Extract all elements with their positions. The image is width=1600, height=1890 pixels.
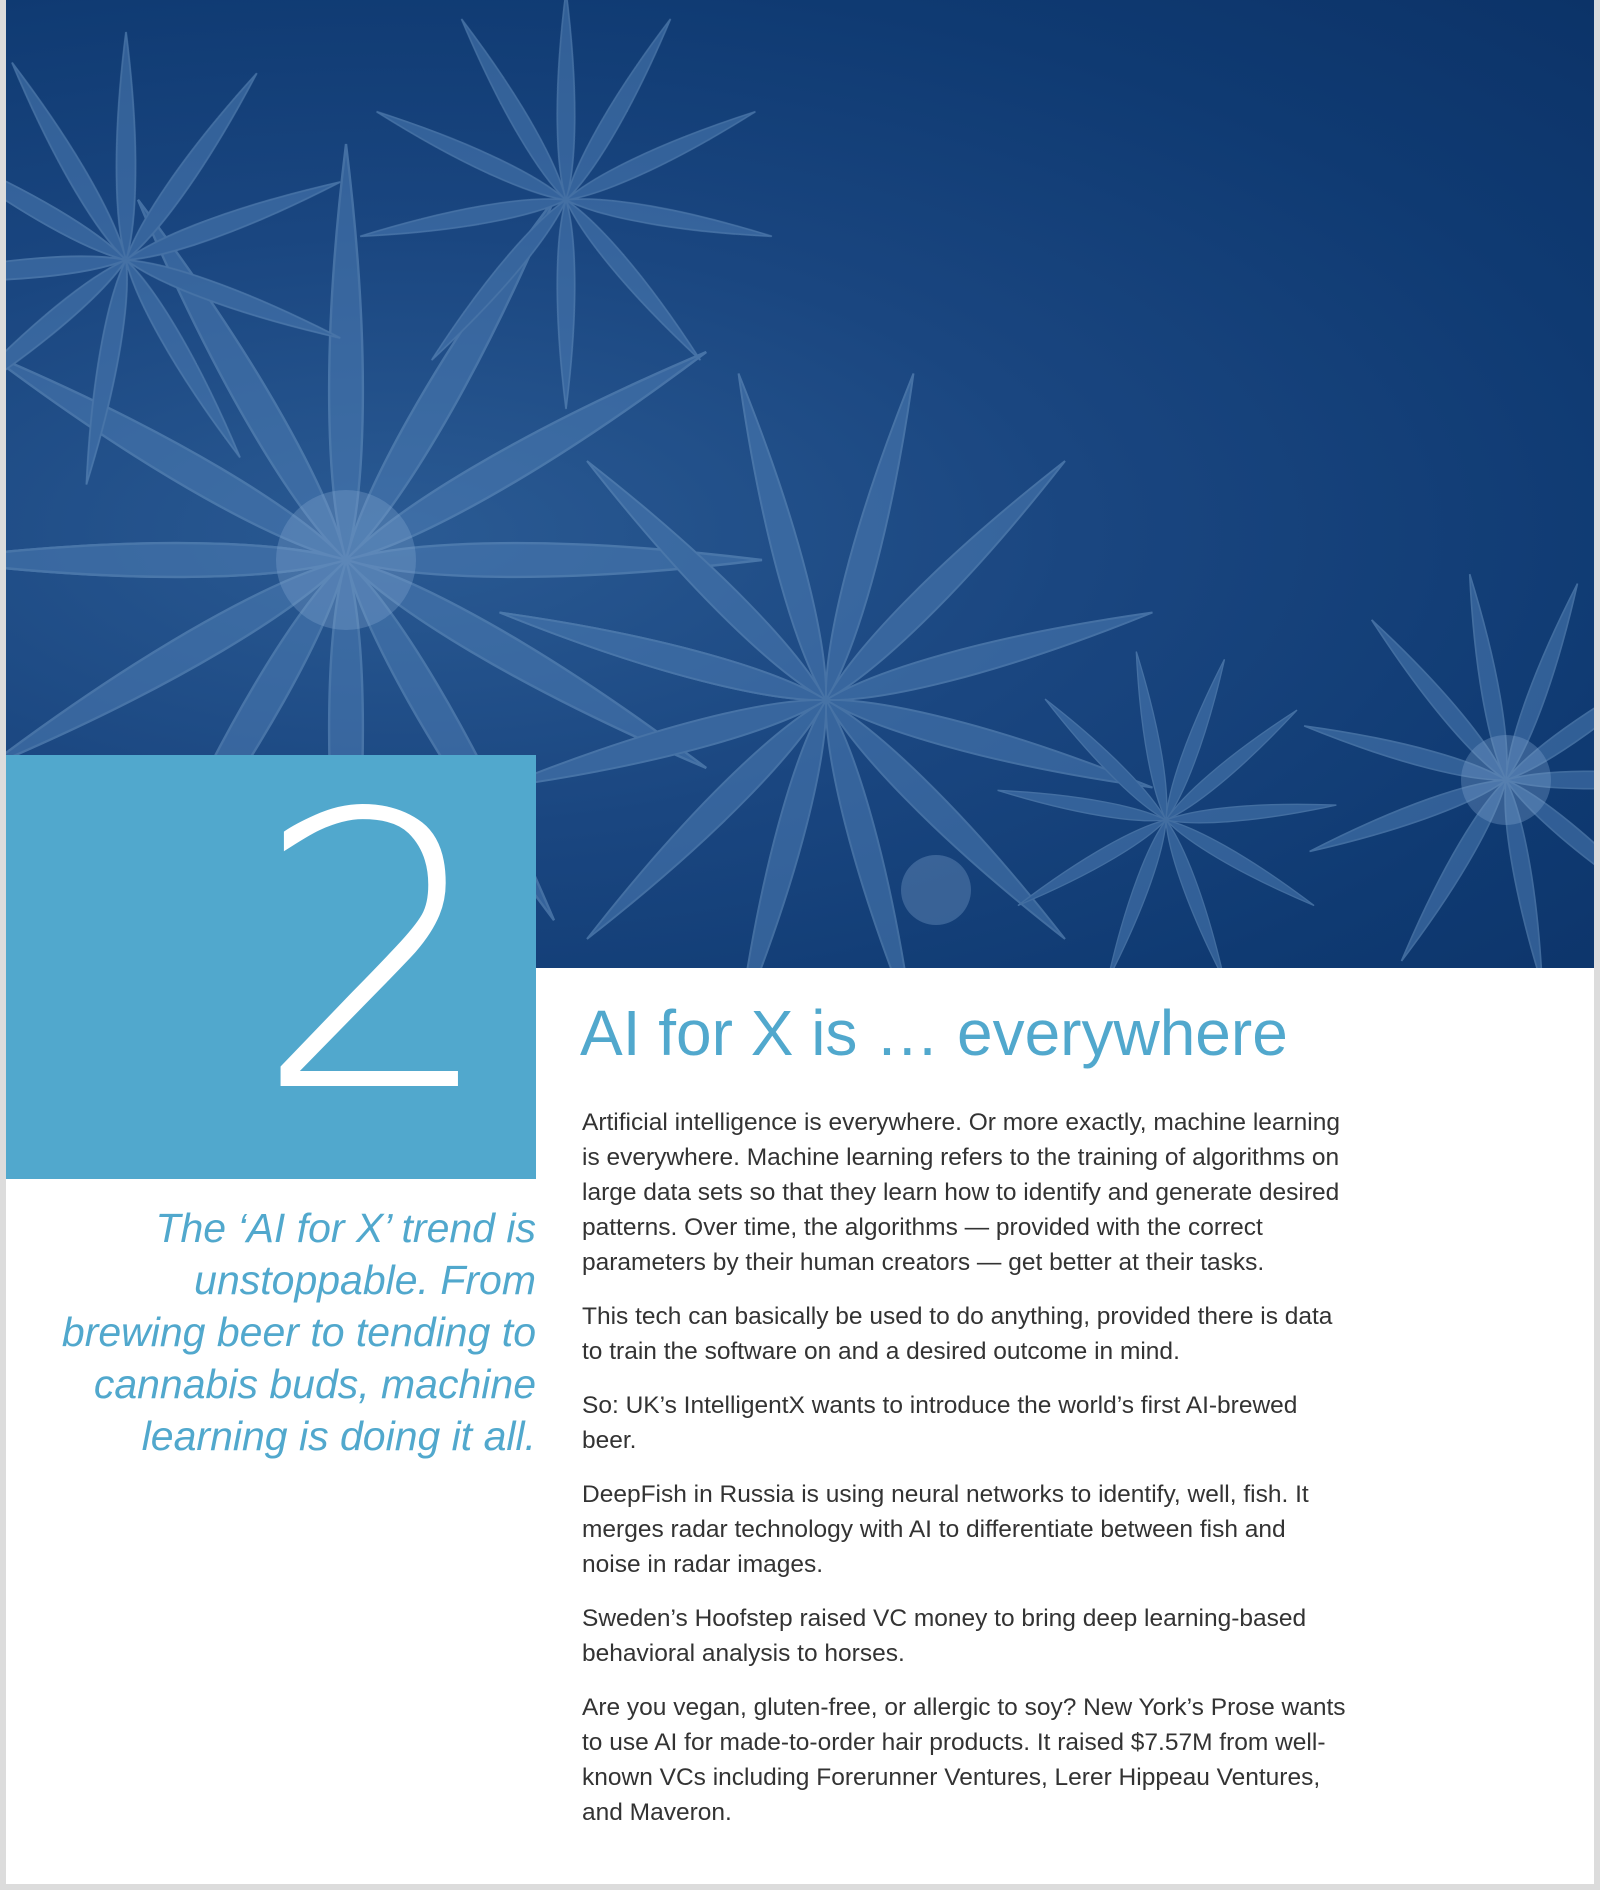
paragraph: DeepFish in Russia is using neural networks to identify, well, fish. It merges radar technology with AI to differentiate between fish and noise in radar images.: [582, 1481, 1309, 1578]
paragraph: Are you vegan, gluten-free, or allergic to soy? New York’s Prose wants to use AI for made-to-order hair products. It raised $7.57M from well-known VCs including Forerunner Ventures, Lerer Hippeau Ventures, and Maveron.: [582, 1694, 1346, 1826]
paragraph: This tech can basically be used to do anything, provided there is data to train the software on and a desired outcome in mind.: [582, 1303, 1333, 1365]
paragraph: So: UK’s IntelligentX wants to introduce the world’s first AI-brewed beer.: [582, 1392, 1298, 1454]
body-text: [580, 1105, 1350, 1849]
page-edge-bottom: [0, 1884, 1600, 1890]
paragraph: Artificial intelligence is everywhere. Or more exactly, machine learning is everywhere. Machine learning refers to the training of algorithms on large data sets so that they learn how to identify and generate desired patterns. Over time, the algorithms — provided with the correct parameters by their human creators — get better at their tasks.: [582, 1109, 1340, 1276]
page-edge-right: [1594, 0, 1600, 1890]
chapter-title: AI for X is … everywhere: [580, 997, 1288, 1069]
chapter-number: 2: [254, 733, 496, 1176]
pull-quote: The ‘AI for X’ trend is unstoppable. From brewing beer to tending to cannabis buds, machine learning is doing it all.: [61, 1205, 536, 1459]
paragraph: Sweden’s Hoofstep raised VC money to bring deep learning-based behavioral analysis to horses.: [582, 1605, 1307, 1667]
chapter-number-block: [6, 733, 536, 1179]
